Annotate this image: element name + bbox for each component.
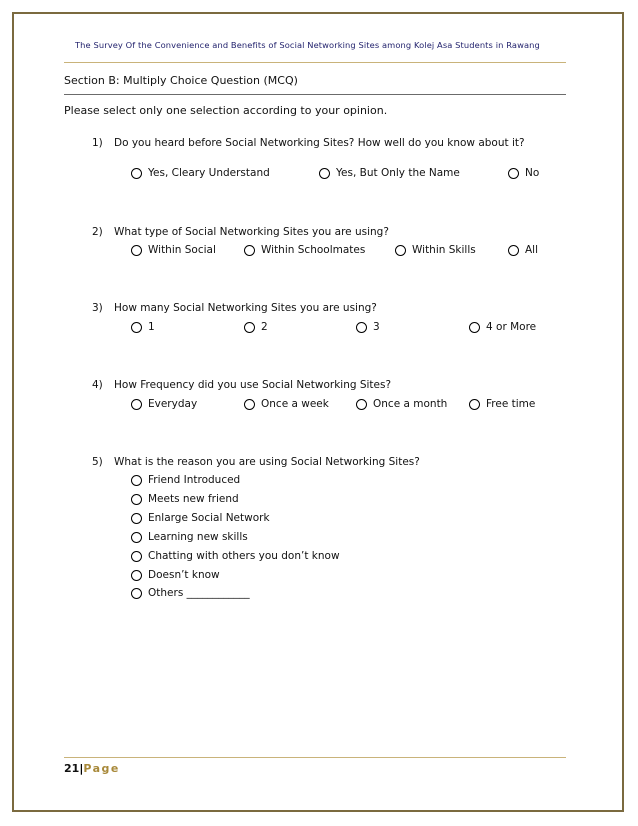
q4-option-3[interactable] [356,398,447,410]
question-number: 3) [92,302,103,314]
question-4 [92,379,391,391]
question-5 [92,456,420,468]
question-text: Do you heard before Social Networking Sites? How well do you know about it? [114,137,525,149]
radio-circle-icon[interactable] [131,322,142,333]
q4-option-1[interactable] [131,398,197,410]
option-label: Meets new friend [148,493,239,505]
radio-circle-icon[interactable] [131,399,142,410]
radio-circle-icon[interactable] [131,494,142,505]
option-label: Within Skills [412,244,476,256]
radio-circle-icon[interactable] [131,588,142,599]
q5-option-7[interactable] [131,587,250,599]
document-header: The Survey Of the Convenience and Benefits of Social Networking Sites among Kolej Asa Students in Rawang [75,40,540,50]
option-label: Everyday [148,398,198,410]
option-label: Learning new skills [148,531,248,543]
q3-option-2[interactable] [244,321,268,333]
option-label: Once a month [373,398,448,410]
option-label: Yes, Cleary Understand [148,167,270,179]
radio-circle-icon[interactable] [244,399,255,410]
option-label: Within Social [148,244,216,256]
q1-option-1[interactable] [131,167,270,179]
q2-option-1[interactable] [131,244,216,256]
footer-separator: | [79,762,84,775]
option-label: Once a week [261,398,329,410]
q4-option-4[interactable] [469,398,535,410]
q2-option-3[interactable] [395,244,476,256]
question-2 [92,226,389,238]
q5-option-5[interactable] [131,550,340,562]
q5-option-6[interactable] [131,569,220,581]
q3-option-3[interactable] [356,321,380,333]
radio-circle-icon[interactable] [244,245,255,256]
option-label: Within Schoolmates [261,244,366,256]
radio-circle-icon[interactable] [131,570,142,581]
radio-circle-icon[interactable] [131,532,142,543]
radio-circle-icon[interactable] [508,168,519,179]
radio-circle-icon[interactable] [356,399,367,410]
page-number: 21 [64,762,80,775]
question-number: 5) [92,456,103,468]
question-text: What type of Social Networking Sites you are using? [114,226,389,238]
option-label: 1 [148,321,155,333]
question-number: 2) [92,226,103,238]
page-border [12,12,624,812]
radio-circle-icon[interactable] [131,168,142,179]
radio-circle-icon[interactable] [469,399,480,410]
radio-circle-icon[interactable] [131,245,142,256]
q5-option-4[interactable] [131,531,248,543]
question-text: How many Social Networking Sites you are using? [114,302,377,314]
radio-circle-icon[interactable] [244,322,255,333]
option-label: No [525,167,540,179]
question-text: What is the reason you are using Social Networking Sites? [114,456,420,468]
radio-circle-icon[interactable] [508,245,519,256]
q5-option-3[interactable] [131,512,270,524]
section-title: Section B: Multiply Choice Question (MCQ) [64,74,298,87]
question-number: 4) [92,379,103,391]
option-label: Doesn’t know [148,569,220,581]
radio-circle-icon[interactable] [356,322,367,333]
option-label: Chatting with others you don’t know [148,550,340,562]
header-divider [64,62,566,63]
q5-option-2[interactable] [131,493,239,505]
q1-option-3[interactable] [508,167,539,179]
q3-option-1[interactable] [131,321,155,333]
question-1 [92,137,525,149]
option-label: Free time [486,398,536,410]
q2-option-2[interactable] [244,244,365,256]
instruction-text: Please select only one selection according to your opinion. [64,104,388,117]
option-label: All [525,244,539,256]
option-label: 2 [261,321,268,333]
option-label: Friend Introduced [148,474,241,486]
footer-divider [64,757,566,758]
option-label: Others ____________ [148,587,250,599]
option-label: 4 or More [486,321,537,333]
question-number: 1) [92,137,103,149]
page-word: Page [83,762,120,775]
question-3 [92,302,377,314]
radio-circle-icon[interactable] [469,322,480,333]
radio-circle-icon[interactable] [131,513,142,524]
option-label: Enlarge Social Network [148,512,270,524]
option-label: Yes, But Only the Name [336,167,460,179]
q2-option-4[interactable] [508,244,538,256]
radio-circle-icon[interactable] [131,475,142,486]
section-divider [64,94,566,95]
radio-circle-icon[interactable] [131,551,142,562]
q1-option-2[interactable] [319,167,460,179]
q5-option-1[interactable] [131,474,240,486]
question-text: How Frequency did you use Social Networking Sites? [114,379,392,391]
q3-option-4[interactable] [469,321,536,333]
radio-circle-icon[interactable] [319,168,330,179]
page-footer [64,762,120,775]
option-label: 3 [373,321,380,333]
radio-circle-icon[interactable] [395,245,406,256]
q4-option-2[interactable] [244,398,329,410]
